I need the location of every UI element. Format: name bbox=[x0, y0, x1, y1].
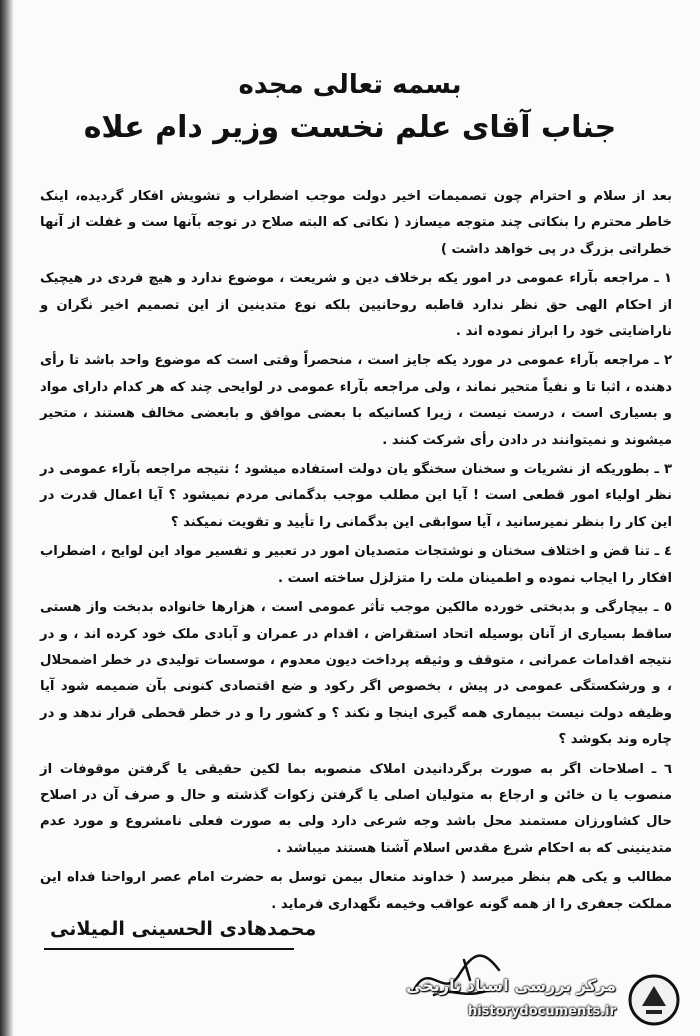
document-addressee: جناب آقای علم نخست وزیر دام علاه bbox=[83, 110, 617, 145]
letter-paragraph-2: ٢ ـ مراجعه بآراء عمومی در مورد یکه جایز است ، منحصراً وقتی است که موضوع واحد باشد تا رأی دهنده ، اثبا تا و نفیاً متحیر نماند ، ولی مراجعه بآراء عمومی در لوایحی چند که هر کدام دارای مواد و بسیاری است ، درست نیست ، زیرا کسانیکه با بعضی موافق و بابعضی مخالف هستند ، متحیر میشوند و نمیتوانند در دادن رأی شرکت کنند . bbox=[40, 353, 672, 448]
letter-body bbox=[40, 184, 672, 921]
watermark-logo-icon bbox=[626, 972, 682, 1028]
letter-paragraph-1: ١ ـ مراجعه بآراء عمومی در امور یکه برخلاف دین و شریعت ، موضوع ندارد و هیچ فردی در هیچیک از احکام الهی حق نظر ندارد قاطبه روحانیین بلکه نوع متدینین از این تصمیم اخیر نگران و ناراضایتی خود را ابراز نموده اند . bbox=[40, 271, 672, 340]
letter-paragraph-intro: بعد از سلام و احترام چون تصمیمات اخیر دولت موجب اضطراب و تشویش افکار گردیده، اینک خاطر محترم را بنکاتی چند متوجه میسازد ( نکاتی که البته صلاح در توجه بآنها ست و غفلت از آنها خطراتی بزرگ در پی خواهد داشت ) bbox=[40, 189, 672, 257]
letter-paragraph-5: ٥ ـ بیچارگی و بدبختی خورده مالکین موجب تأثر عمومی است ، هزارها خانواده بدبخت واز هستی ساقط بسیاری از آنان بوسیله اتحاد استقراض ، اقدام در عمران و آبادی ملک خود کرده اند ، و در نتیجه اقدامات عمرانی ، متوقف و وثیقه پرداخت دیون معدوم ، موسسات تولیدی در خطر اضمحلال ، و ورشکستگی عمومی در پیش ، بخصوص اگر رکود و ضع اقتصادی کنونی بآن ضمیمه شود آیا وظیفه دولت نیست ببیماری همه گیری اینجا و نکند ؟ و کشور را و در خطر قحطی قرار ندهد و در چاره وند بکوشد ؟ bbox=[40, 600, 672, 748]
letter-paragraph-6: ٦ ـ اصلاحات اگر به صورت برگردانیدن املاک منصوبه بما لکین حقیقی یا گرفتن موقوفات از منصوب یا ن خائن و ارجاع به متولیان اصلی یا گرفتن زکوات گذشته و حال و صرف آن در اصلاح حال کشاورزان مستمند محل باشد وجه شرعی دارد ولی به صورت فعلی نامشروع و مورد عدم متدینینی که به احکام شرع مقدس اسلام آشنا هستند میباشد . bbox=[40, 761, 672, 856]
scan-edge-shadow bbox=[0, 0, 14, 1036]
signatory-name: محمدهادی الحسینی المیلانی bbox=[50, 918, 317, 940]
watermark-title: مرکز بررسی اسناد تاریخی bbox=[406, 976, 616, 995]
letter-paragraph-3: ٣ ـ بطوریکه از نشریات و سخنان سخنگو یان دولت استفاده میشود ؛ نتیجه مراجعه بآراء عمومی در نظر اولیاء امور قطعی است ! آیا این مطلب موجب بدگمانی مردم نمیشود ؟ آیا اعمال قدرت در این کار را بنظر نمیرسانید ، آیا سوابقی این بدگمانی را تأیید و تقویت نمیکند ؟ bbox=[40, 462, 672, 530]
watermark-url: historydocuments.ir bbox=[467, 1004, 616, 1019]
handwritten-signature bbox=[404, 940, 514, 1010]
letter-paragraph-4: ٤ ـ تنا قض و اختلاف سخنان و نوشتجات متصدیان امور در تعبیر و تفسیر مواد این لوایح ، اضطراب افکار را ایجاب نموده و اطمینان ملت را متزلزل ساخته است . bbox=[40, 544, 672, 586]
signature-underline bbox=[44, 948, 294, 950]
document-salutation: بسمه تعالی مجده bbox=[238, 70, 462, 100]
letter-paragraph-closing: مطالب و یکی هم بنظر میرسد ( خداوند متعال بیمن توسل به حضرت امام عصر ارواحنا فداه این مملکت جعفری را از همه گونه عواقب وخیمه نگهداری فرماید . bbox=[40, 870, 672, 912]
